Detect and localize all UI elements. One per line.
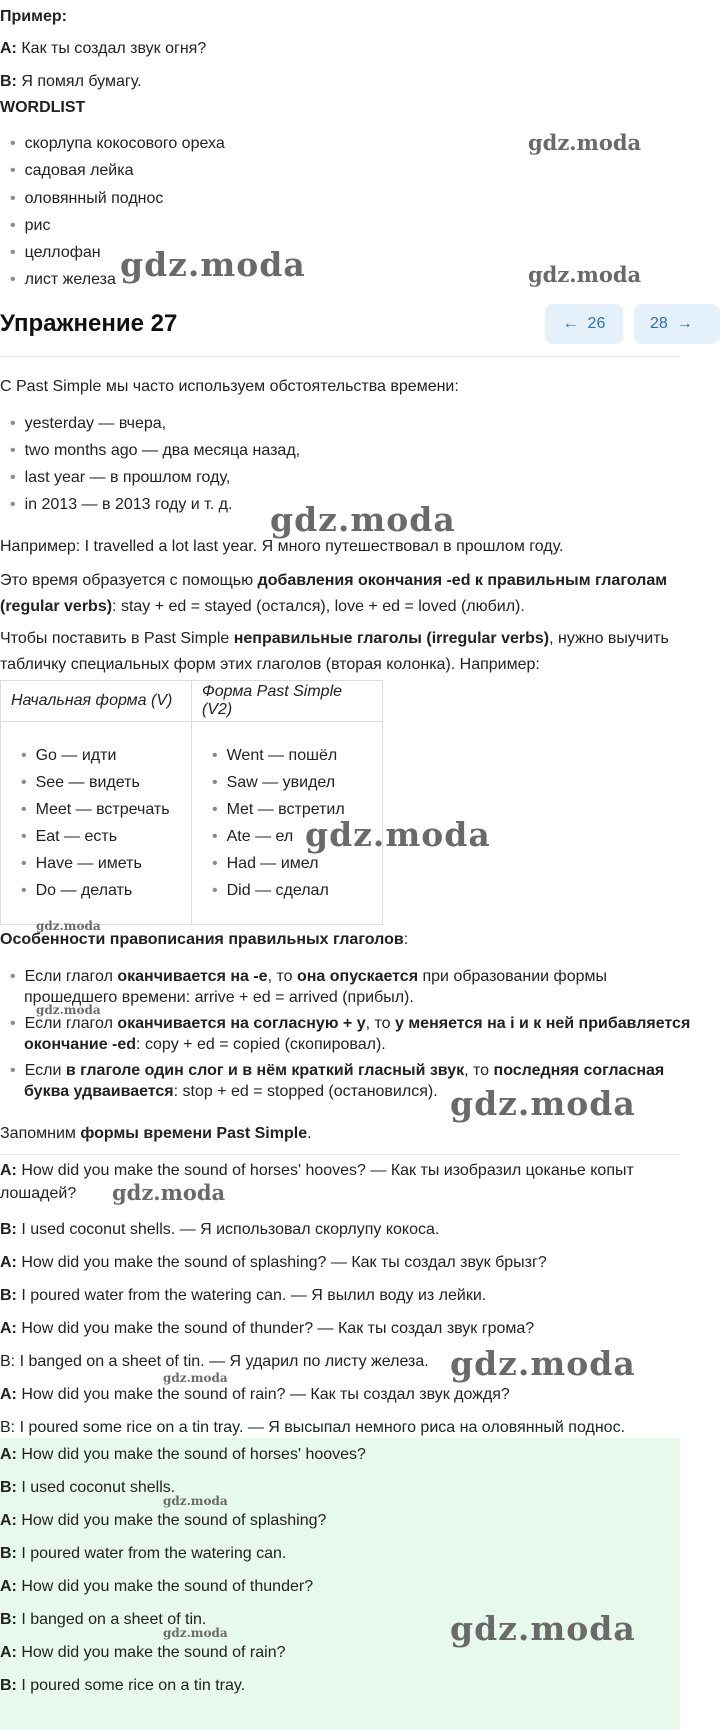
wordlist-item: • оловянный поднос — [10, 188, 163, 210]
table-header-base: Начальная форма (V) — [1, 681, 192, 722]
time-item: • two months ago — два месяца назад, — [10, 440, 300, 462]
watermark: gdz.moda — [112, 1180, 226, 1205]
verb-table — [0, 680, 383, 925]
translation-b1: B: I used coconut shells. — Я использовал скорлупу кокоса. — [0, 1221, 440, 1238]
spelling-rule-2-cont: окончание -ed: copy + ed = copied (скопировал). — [24, 1036, 386, 1053]
base-form: • Go — идти — [11, 742, 181, 769]
table-header-past: Форма Past Simple (V2) — [192, 681, 383, 722]
example-label: Пример: — [0, 8, 67, 25]
watermark: gdz.moda — [270, 500, 456, 539]
arrow-right-icon: → — [676, 315, 693, 332]
spelling-rule-1-cont: прошедшего времени: arrive + ed = arrived (прибыл). — [24, 989, 414, 1006]
watermark: gdz.moda — [163, 1626, 228, 1640]
translation-a1: A: How did you make the sound of horses' hooves? — Как ты изобразил цоканье копыт — [0, 1162, 634, 1179]
watermark: gdz.moda — [163, 1371, 228, 1385]
spelling-rule-3-cont: буква удваивается: stop + ed = stopped (остановился). — [24, 1083, 438, 1100]
spelling-rule-3: • Если в глаголе один слог и в нём краткий гласный звук, то последняя согласная — [10, 1060, 664, 1082]
spelling-title: Особенности правописания правильных глаголов: — [0, 931, 409, 948]
example-line-b: B: Я помял бумагу. — [0, 73, 142, 90]
translation-b4: B: I poured some rice on a tin tray. — Я высыпал немного риса на оловянный поднос. — [0, 1419, 626, 1436]
formation-line-1: Это время образуется с помощью добавления окончания -ed к правильным глаголам — [0, 572, 668, 589]
irregular-line-1: Чтобы поставить в Past Simple неправильные глаголы (irregular verbs), нужно выучить — [0, 630, 669, 647]
irregular-line-2: табличку специальных форм этих глаголов (вторая колонка). Например: — [0, 656, 540, 673]
watermark: gdz.moda — [450, 1344, 636, 1383]
answer-a3: A: How did you make the sound of thunder? — [0, 1578, 314, 1595]
translation-a4: A: How did you make the sound of rain? — Как ты создал звук дождя? — [0, 1386, 510, 1403]
next-exercise-label: 28 — [650, 315, 668, 332]
translation-a3: A: How did you make the sound of thunder? — Как ты создал звук грома? — [0, 1320, 535, 1337]
answer-a2: A: How did you make the sound of splashing? — [0, 1512, 327, 1529]
theory-intro: С Past Simple мы часто используем обстоятельства времени: — [0, 378, 459, 395]
base-form: • Eat — есть — [11, 823, 181, 850]
past-form: • Did — сделал — [202, 877, 372, 904]
next-exercise-button[interactable] — [634, 304, 720, 344]
past-form: • Met — встретил — [202, 796, 372, 823]
answer-a1: A: How did you make the sound of horses' hooves? — [0, 1446, 366, 1463]
wordlist-item: • садовая лейка — [10, 160, 134, 182]
answer-b1: B: I used coconut shells. — [0, 1479, 176, 1496]
remember-line: Запомним формы времени Past Simple. — [0, 1125, 312, 1142]
example-sentence: Например: I travelled a lot last year. Я много путешествовал в прошлом году. — [0, 538, 564, 555]
base-form: • Have — иметь — [11, 850, 181, 877]
time-item: • in 2013 — в 2013 году и т. д. — [10, 494, 232, 516]
translation-b3: B: I banged on a sheet of tin. — Я ударил по листу железа. — [0, 1353, 429, 1370]
watermark: gdz.moda — [120, 245, 306, 284]
time-item: • yesterday — вчера, — [10, 413, 166, 435]
formation-line-2: (regular verbs): stay + ed = stayed (остался), love + ed = loved (любил). — [0, 598, 525, 615]
wordlist-item: • лист железа — [10, 269, 116, 291]
base-form: • Meet — встречать — [11, 796, 181, 823]
watermark: gdz.moda — [305, 815, 491, 854]
watermark: gdz.moda — [163, 1494, 228, 1508]
prev-exercise-label: 26 — [587, 315, 606, 332]
translation-a1-cont: лошадей? — [0, 1185, 77, 1202]
watermark: gdz.moda — [36, 919, 101, 933]
watermark: gdz.moda — [450, 1084, 636, 1123]
translation-b2: B: I poured water from the watering can. — Я вылил воду из лейки. — [0, 1287, 487, 1304]
wordlist-item: • целлофан — [10, 242, 101, 264]
watermark: gdz.moda — [528, 130, 642, 155]
spelling-rule-2: • Если глагол оканчивается на согласную + y, то y меняется на i и к ней прибавляется — [10, 1013, 690, 1035]
example-line-a: A: Как ты создал звук огня? — [0, 40, 207, 57]
answer-b4: B: I poured some rice on a tin tray. — [0, 1677, 246, 1694]
wordlist-item: • скорлупа кокосового ореха — [10, 133, 225, 155]
answer-b2: B: I poured water from the watering can. — [0, 1545, 287, 1562]
prev-exercise-button[interactable] — [545, 304, 623, 344]
past-form: • Saw — увидел — [202, 769, 372, 796]
time-item: • last year — в прошлом году, — [10, 467, 230, 489]
translation-divider — [0, 1154, 680, 1155]
watermark: gdz.moda — [36, 1003, 101, 1017]
answer-b3: B: I banged on a sheet of tin. — [0, 1611, 207, 1628]
base-form: • See — видеть — [11, 769, 181, 796]
watermark: gdz.moda — [450, 1609, 636, 1648]
past-form: • Ate — ел — [202, 823, 372, 850]
translation-a2: A: How did you make the sound of splashing? — Как ты создал звук брызг? — [0, 1254, 547, 1271]
wordlist-item: • рис — [10, 215, 50, 237]
exercise-title: Упражнение 27 — [0, 310, 178, 337]
past-form: • Went — пошёл — [202, 742, 372, 769]
past-form: • Had — имел — [202, 850, 372, 877]
watermark: gdz.moda — [528, 262, 642, 287]
arrow-left-icon: ← — [562, 315, 579, 332]
spelling-rule-1: • Если глагол оканчивается на -e, то она опускается при образовании формы — [10, 966, 607, 988]
wordlist-title: WORDLIST — [0, 99, 86, 116]
header-divider — [0, 356, 680, 357]
base-forms-cell — [1, 722, 192, 925]
base-form: • Do — делать — [11, 877, 181, 904]
answer-a4: A: How did you make the sound of rain? — [0, 1644, 286, 1661]
